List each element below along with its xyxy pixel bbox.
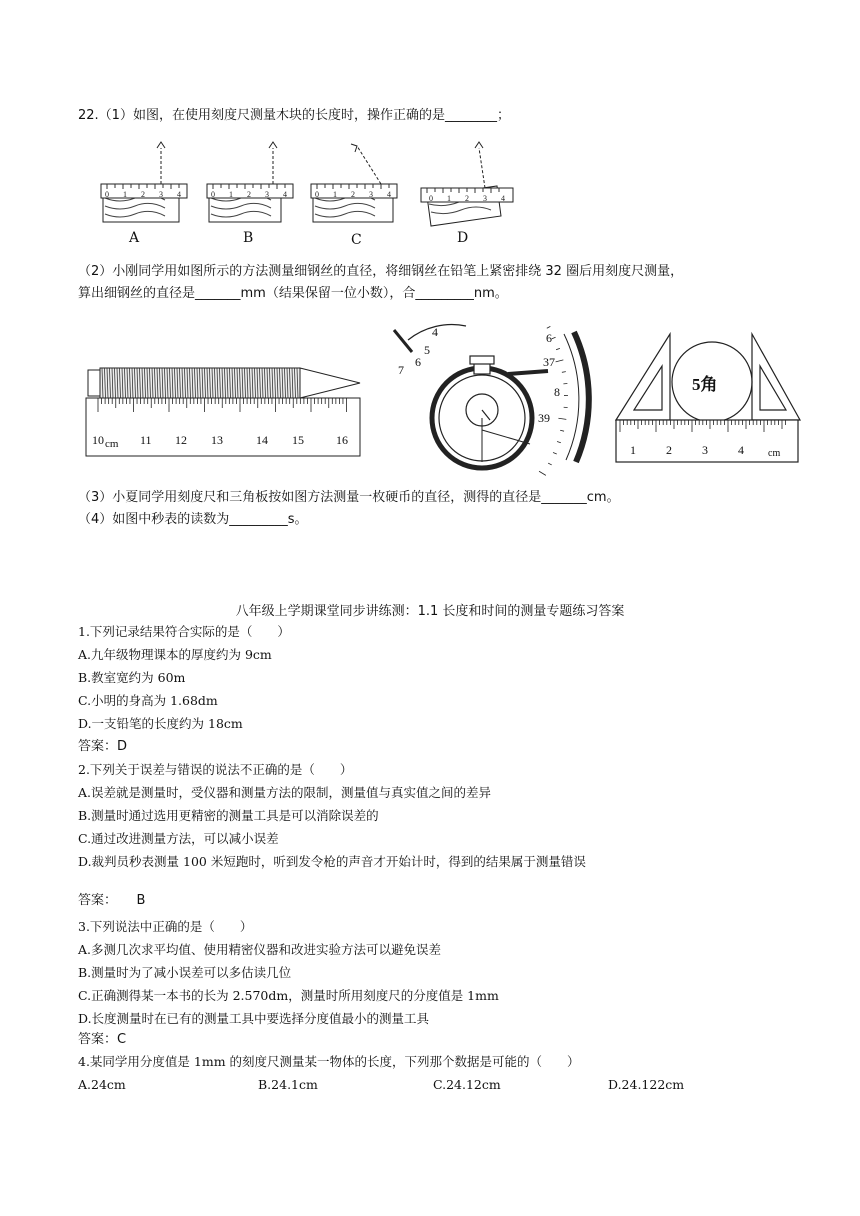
coin-ruler-tick-label: 4: [738, 443, 744, 457]
q4-option-a: A.24cm: [78, 1077, 126, 1092]
option-label-c: C: [351, 232, 362, 248]
pencil-ruler-unit: cm: [105, 438, 119, 450]
large-dial-label: 8: [554, 385, 560, 399]
ruler-tick-label: 3: [265, 190, 269, 199]
large-dial-label: 39: [538, 411, 550, 425]
q4-option-d: D.24.122cm: [608, 1077, 685, 1092]
option-b-diagram: [207, 142, 293, 222]
ruler-tick-label: 2: [465, 194, 469, 203]
q3-option-a: A.多测几次求平均值、使用精密仪器和改进实验方法可以避免误差: [78, 942, 442, 957]
q2-option-d: D.裁判员秒表测量 100 米短跑时，听到发令枪的声音才开始计时，得到的结果属于测量错误: [78, 854, 586, 869]
q3-answer: 答案：C: [78, 1032, 127, 1047]
ruler-tick-label: 0: [105, 190, 109, 199]
small-dial-label: 5: [424, 343, 430, 357]
large-dial-label: 37: [543, 355, 555, 369]
q3-option-c: C.正确测得某一本书的长为 2.570dm，测量时所用刻度尺的分度值是 1mm: [78, 988, 499, 1003]
figure-pencil-ruler: [84, 360, 364, 460]
answers-title: 八年级上学期课堂同步讲练测：1.1 长度和时间的测量专题练习答案: [235, 604, 625, 619]
ruler-tick-label: 1: [333, 190, 337, 199]
q2-option-b: B.测量时通过选用更精密的测量工具是可以消除误差的: [78, 808, 379, 823]
q1-answer: 答案：D: [78, 739, 128, 754]
ruler-tick-label: 4: [387, 190, 391, 199]
ruler-tick-label: 1: [229, 190, 233, 199]
q2-option-c: C.通过改进测量方法，可以减小误差: [78, 831, 279, 846]
pencil-ruler-tick-label: 10: [92, 433, 104, 447]
figure-coin-measure: [612, 330, 804, 466]
pencil-ruler-tick-label: 16: [336, 433, 348, 447]
ruler-tick-label: 3: [369, 190, 373, 199]
q22-part1-text: 22.（1）如图，在使用刻度尺测量木块的长度时，操作正确的是________；: [78, 108, 510, 123]
q22-part3-text: （3）小夏同学用刻度尺和三角板按如图方法测量一枚硬币的直径，测得的直径是_______cm。: [78, 490, 620, 505]
pencil-ruler-tick-label: 15: [292, 433, 304, 447]
ruler-tick-label: 2: [247, 190, 251, 199]
q1-stem: 1.下列记录结果符合实际的是（ ）: [78, 624, 290, 639]
figure-ruler-options: [95, 140, 525, 252]
q2-answer: 答案： B: [78, 893, 146, 908]
q4-options: [78, 1075, 684, 1095]
coin-ruler-tick-label: 2: [666, 443, 672, 457]
pencil-ruler-tick-label: 12: [175, 433, 187, 447]
ruler-tick-label: 1: [447, 194, 451, 203]
pencil-ruler-tick-label: 11: [140, 433, 152, 447]
figure-stopwatch: [378, 322, 610, 478]
option-d-diagram: [421, 142, 513, 226]
q1-option-a: A.九年级物理课本的厚度约为 9cm: [78, 647, 272, 662]
ruler-tick-label: 4: [501, 194, 505, 203]
coin-ruler-unit: cm: [768, 448, 781, 459]
q1-option-b: B.教室宽约为 60m: [78, 670, 186, 685]
pencil-ruler-tick-label: 13: [211, 433, 223, 447]
option-c-diagram: [311, 144, 397, 222]
coin-ruler-tick-label: 3: [702, 443, 708, 457]
large-dial-label: 6: [546, 331, 552, 345]
q4-option-c: C.24.12cm: [433, 1077, 501, 1092]
ruler-tick-label: 0: [211, 190, 215, 199]
option-a-diagram: [101, 142, 187, 222]
ruler-tick-label: 1: [123, 190, 127, 199]
q3-option-d: D.长度测量时在已有的测量工具中要选择分度值最小的测量工具: [78, 1011, 430, 1026]
q1-option-c: C.小明的身高为 1.68dm: [78, 693, 218, 708]
q3-stem: 3.下列说法中正确的是（ ）: [78, 919, 253, 934]
q22-part2-line2: 算出细钢丝的直径是_______mm（结果保留一位小数），合_________nm。: [78, 286, 508, 301]
small-dial-label: 6: [415, 355, 421, 369]
q2-option-a: A.误差就是测量时，受仪器和测量方法的限制，测量值与真实值之间的差异: [78, 785, 492, 800]
option-label-a: A: [129, 230, 140, 246]
q22-part4-text: （4）如图中秒表的读数为_________s。: [78, 512, 308, 527]
q22-part2-line1: （2）小刚同学用如图所示的方法测量细钢丝的直径，将细钢丝在铅笔上紧密排绕 32 圈后用刻度尺测量，: [78, 264, 684, 279]
coin-label: 5角: [692, 375, 718, 394]
ruler-tick-label: 3: [159, 190, 163, 199]
option-label-b: B: [243, 230, 254, 246]
ruler-tick-label: 0: [429, 194, 433, 203]
ruler-tick-label: 4: [283, 190, 287, 199]
pencil-ruler-tick-label: 14: [256, 433, 268, 447]
q4-option-b: B.24.1cm: [258, 1077, 318, 1092]
q1-option-d: D.一支铅笔的长度约为 18cm: [78, 716, 243, 731]
small-dial-label: 4: [432, 325, 438, 339]
coin-ruler-tick-label: 1: [630, 443, 636, 457]
small-dial-label: 7: [398, 363, 404, 377]
option-label-d: D: [457, 230, 469, 246]
ruler-tick-label: 2: [141, 190, 145, 199]
ruler-tick-label: 3: [483, 194, 487, 203]
q2-stem: 2.下列关于误差与错误的说法不正确的是（ ）: [78, 762, 353, 777]
ruler-tick-label: 4: [177, 190, 181, 199]
ruler-tick-label: 0: [315, 190, 319, 199]
q3-option-b: B.测量时为了减小误差可以多估读几位: [78, 965, 292, 980]
ruler-tick-label: 2: [351, 190, 355, 199]
q4-stem: 4.某同学用分度值是 1mm 的刻度尺测量某一物体的长度，下列那个数据是可能的（ ）: [78, 1054, 580, 1069]
